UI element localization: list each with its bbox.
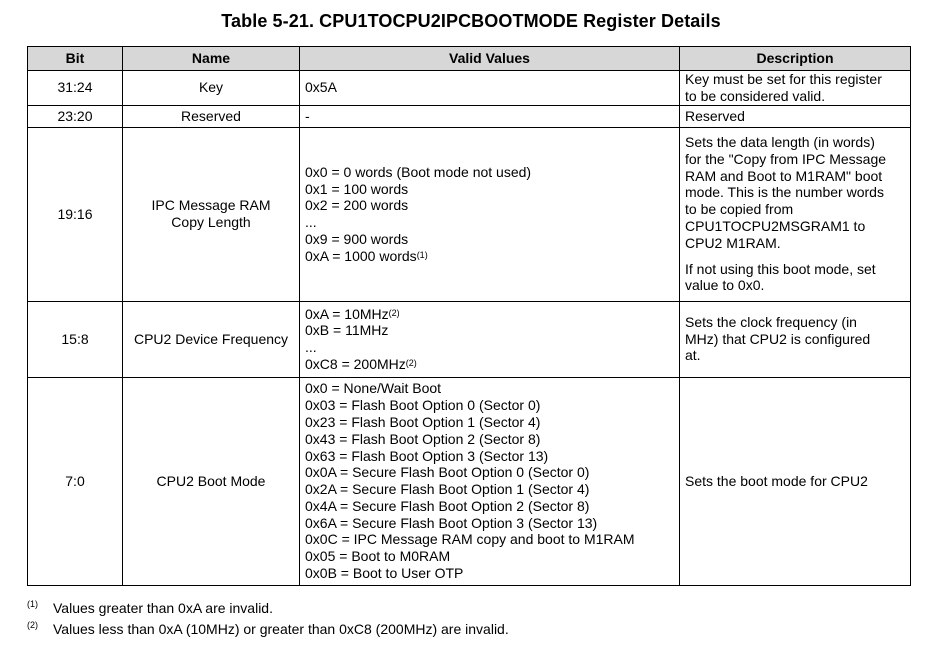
footnote-ref: (2) <box>388 307 400 318</box>
name-cell <box>123 377 300 585</box>
valid-value-text: - <box>305 107 310 124</box>
valid-value-text: 0x2A = Secure Flash Boot Option 1 (Sector 4) <box>305 481 590 498</box>
table-title: Table 5-21. CPU1TOCPU2IPCBOOTMODE Register Details <box>221 11 721 31</box>
description-line: value to 0x0. <box>685 277 765 294</box>
description-line: at. <box>685 347 701 364</box>
valid-value-line <box>305 448 674 465</box>
table-row <box>28 377 911 585</box>
footnote-ref: (2) <box>405 357 417 368</box>
valid-value-line <box>305 248 674 265</box>
valid-value-line <box>305 548 674 565</box>
valid-value-line <box>305 531 674 548</box>
bit-cell: 15:8 <box>28 301 123 377</box>
description-line: MHz) that CPU2 is configured <box>685 330 871 347</box>
valid-value-text: 0x6A = Secure Flash Boot Option 3 (Sector 13) <box>305 514 598 531</box>
valid-value-text: ... <box>305 214 317 231</box>
description-line: to be copied from <box>685 201 794 218</box>
valid-value-line <box>305 356 674 373</box>
name-line: CPU2 Boot Mode <box>156 472 266 489</box>
valid-value-line <box>305 322 674 339</box>
valid-value-line <box>305 431 674 448</box>
valid-value-line <box>305 164 674 181</box>
valid-value-text: 0x43 = Flash Boot Option 2 (Sector 8) <box>305 430 541 447</box>
footnote-marker: (2) <box>27 620 38 630</box>
valid-value-text: 0x0B = Boot to User OTP <box>305 565 464 582</box>
valid-value-text: 0x0A = Secure Flash Boot Option 0 (Sector 0) <box>305 464 590 481</box>
valid-values-cell <box>300 301 680 377</box>
footnote-marker: (1) <box>27 599 38 609</box>
description-line: Sets the data length (in words) <box>685 134 875 150</box>
valid-value-text: 0xC8 = 200MHz <box>305 355 406 372</box>
valid-value-text: 0x0 = None/Wait Boot <box>305 380 442 397</box>
header-bit: Bit <box>28 47 123 71</box>
description-cell <box>680 105 911 127</box>
valid-value-text: 0xA = 1000 words <box>305 247 417 264</box>
description-line: CPU1TOCPU2MSGRAM1 to <box>685 217 866 234</box>
register-table <box>27 46 911 586</box>
footnote-text: Values less than 0xA (10MHz) or greater than 0xC8 (200MHz) are invalid. <box>53 621 509 637</box>
valid-value-line <box>305 380 674 397</box>
description-line: CPU2 M1RAM. <box>685 234 781 251</box>
bit-cell: 31:24 <box>28 71 123 106</box>
header-row <box>28 47 911 71</box>
valid-value-text: 0x23 = Flash Boot Option 1 (Sector 4) <box>305 413 541 430</box>
description-line: mode. This is the number words <box>685 184 884 201</box>
valid-value-line <box>305 181 674 198</box>
valid-value-line <box>305 214 674 231</box>
valid-values-cell <box>300 105 680 127</box>
valid-value-text: 0x63 = Flash Boot Option 3 (Sector 13) <box>305 447 549 464</box>
name-line: CPU2 Device Frequency <box>133 330 289 347</box>
description-line: Sets the clock frequency (in <box>685 313 857 330</box>
valid-value-line <box>305 565 674 582</box>
header-valid-values: Valid Values <box>300 47 680 71</box>
valid-value-line <box>305 197 674 214</box>
valid-value-line <box>305 464 674 481</box>
name-line: Reserved <box>181 107 241 124</box>
description-line: If not using this boot mode, set <box>685 260 876 277</box>
table-row <box>28 71 911 106</box>
valid-value-line <box>305 231 674 248</box>
footnote-ref: (1) <box>416 249 428 260</box>
name-line: Copy Length <box>171 214 251 231</box>
valid-values-cell <box>300 71 680 106</box>
footnote-text: Values greater than 0xA are invalid. <box>53 600 273 616</box>
name-line: Key <box>198 79 224 96</box>
valid-value-line <box>305 481 674 498</box>
valid-value-text: 0xB = 11MHz <box>305 322 389 339</box>
valid-value-line <box>305 339 674 356</box>
description-line: for the "Copy from IPC Message <box>685 150 887 167</box>
name-cell <box>123 301 300 377</box>
valid-value-text: 0x9 = 900 words <box>305 230 409 247</box>
valid-value-text: 0xA = 10MHz <box>305 305 389 322</box>
description-cell <box>680 377 911 585</box>
valid-value-line <box>305 397 674 414</box>
valid-value-line <box>305 414 674 431</box>
table-row <box>28 301 911 377</box>
valid-value-text: ... <box>305 339 317 356</box>
bit-cell: 19:16 <box>28 127 123 301</box>
table-row <box>28 127 911 301</box>
description-line: Sets the boot mode for CPU2 <box>685 472 868 489</box>
description-cell <box>680 127 911 301</box>
header-description: Description <box>680 47 911 71</box>
valid-value-text: 0x03 = Flash Boot Option 0 (Sector 0) <box>305 397 541 414</box>
bit-cell: 7:0 <box>28 377 123 585</box>
valid-value-line <box>305 515 674 532</box>
valid-value-line <box>305 498 674 515</box>
name-cell <box>123 127 300 301</box>
description-line: RAM and Boot to M1RAM" boot <box>685 167 883 184</box>
valid-value-line <box>305 306 674 323</box>
header-name: Name <box>123 47 300 71</box>
valid-value-line <box>305 79 674 96</box>
description-line: Key must be set for this register <box>685 71 882 87</box>
valid-value-text: 0x0C = IPC Message RAM copy and boot to M1RAM <box>305 531 635 548</box>
valid-value-text: 0x4A = Secure Flash Boot Option 2 (Sector 8) <box>305 497 590 514</box>
description-cell <box>680 71 911 106</box>
description-line: Reserved <box>685 107 745 124</box>
valid-value-text: 0x5A <box>305 79 337 96</box>
valid-values-cell <box>300 127 680 301</box>
table-row <box>28 105 911 127</box>
valid-values-cell <box>300 377 680 585</box>
description-cell <box>680 301 911 377</box>
valid-value-text: 0x2 = 200 words <box>305 197 409 214</box>
description-line: to be considered valid. <box>685 87 826 104</box>
name-line: IPC Message RAM <box>151 197 271 214</box>
valid-value-line <box>305 108 674 125</box>
paragraph-gap <box>685 252 905 261</box>
valid-value-text: 0x0 = 0 words (Boot mode not used) <box>305 163 532 180</box>
bit-cell: 23:20 <box>28 105 123 127</box>
valid-value-text: 0x05 = Boot to M0RAM <box>305 548 451 565</box>
name-cell <box>123 71 300 106</box>
name-cell <box>123 105 300 127</box>
valid-value-text: 0x1 = 100 words <box>305 180 409 197</box>
